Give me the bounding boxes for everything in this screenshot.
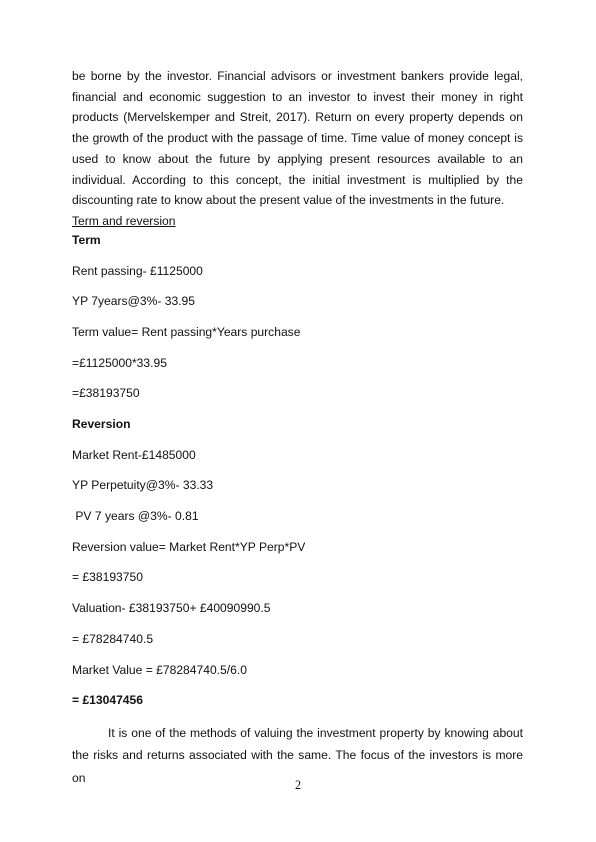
market-rent-line: Market Rent-£1485000: [72, 447, 196, 462]
reversion-heading: Reversion: [72, 417, 131, 432]
rent-passing-line: Rent passing- £1125000: [72, 263, 203, 278]
term-heading: Term: [72, 232, 101, 247]
page-number: 2: [294, 778, 302, 792]
market-value-line: Market Value = £78284740.5/6.0: [72, 662, 247, 677]
term-formula-line: Term value= Rent passing*Years purchase: [72, 324, 301, 339]
closing-paragraph: It is one of the methods of valuing the investment property by knowing about the risks and returns associated with the same. The focus of the investors is more on: [72, 725, 523, 785]
yp-term-line: YP 7years@3%- 33.95: [72, 294, 195, 309]
section-heading: Term and reversion: [72, 213, 176, 228]
valuation-line: Valuation- £38193750+ £40090990.5: [72, 601, 271, 616]
final-value: £13047456: [82, 693, 143, 708]
page-content: [72, 66, 523, 789]
reversion-result-line: = £38193750: [72, 570, 143, 585]
valuation-total-line: = £78284740.5: [72, 631, 154, 646]
pv-line: PV 7 years @3%- 0.81: [72, 509, 199, 524]
term-result-line: =£38193750: [72, 386, 140, 401]
final-value-prefix: =: [72, 693, 83, 708]
term-calc-line: =£1125000*33.95: [72, 355, 167, 370]
intro-paragraph: be borne by the investor. Financial advisors or investment bankers provide legal, financial and economic suggestion to an investor to invest their money in right products (Mervelskemper and Streit, 2017). Return on every property depends on the growth of the product with the passage of time. Time value of money concept is used to know about the future by applying present resources available to an individual. According to this concept, the initial investment is multiplied by the discounting rate to know about the present value of the investments in the future.: [72, 69, 523, 208]
reversion-formula-line: Reversion value= Market Rent*YP Perp*PV: [72, 539, 306, 554]
final-value-line: [72, 691, 523, 709]
yp-perpetuity-line: YP Perpetuity@3%- 33.33: [72, 478, 214, 493]
